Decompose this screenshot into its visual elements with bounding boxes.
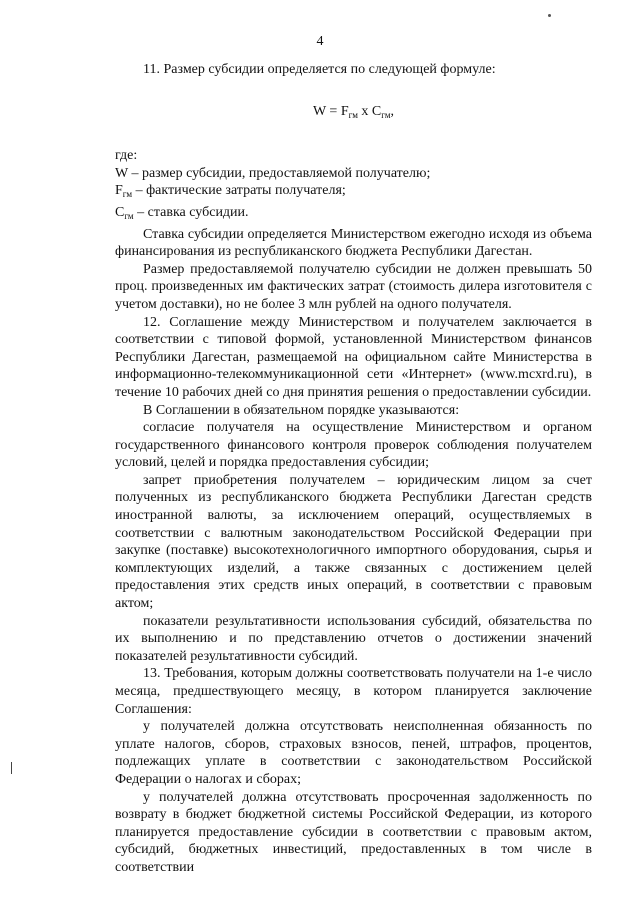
- definition-w: W – размер субсидии, предоставляемой получателю;: [115, 165, 431, 181]
- definition-c-symbol: C: [115, 204, 125, 220]
- agreement-item-consent: согласие получателя на осуществление Министерством и органом государственного финансового контроля проверок соблюдения получателем условий, целей и порядка предоставления субсидии;: [115, 420, 592, 471]
- definition-c-subscript: гм: [124, 210, 134, 221]
- scan-mark-top-right: [548, 14, 551, 17]
- formula-w: W = F: [312, 103, 349, 119]
- agreement-item-indicators: показатели результативности использования субсидий, обязательства по их выполнению и по представлению отчетов о достижении значений показателей результативности субсидий.: [115, 613, 592, 664]
- where-label: где:: [115, 148, 138, 164]
- page-number: 4: [316, 34, 324, 49]
- subsidy-formula: [115, 103, 592, 125]
- requirement-no-tax-debt: у получателей должна отсутствовать неисполненная обязанность по уплате налогов, сборов, страховых взносов, пеней, штрафов, процентов, подлежащих уплате в соответствии с законодательством Российской Федерации о налогах и сборах;: [115, 719, 592, 787]
- definition-f-symbol: F: [115, 183, 123, 199]
- definition-f-text: – фактические затраты получателя;: [132, 183, 346, 199]
- definition-c-text: – ставка субсидии.: [133, 204, 249, 220]
- clause-12: 12. Соглашение между Министерством и получателем заключается в соответствии с типовой формой, установленной Министерством финансов Республики Дагестан, размещаемой на официальном сайте Министерства в информационно-телекоммуникационной сети «Интернет» (www.mcxrd.ru), в течение 10 рабочих дней со дня принятия решения о предоставлении субсидии.: [115, 314, 592, 400]
- agreement-item-currency-ban: запрет приобретения получателем – юридическим лицом за счет полученных из республиканского бюджета Республики Дагестан средств иностранной валюты, за исключением операций, осуществляемых в соответствии с валютным законодательством Российской Федерации при закупке (поставке) высокотехнологичного импортного оборудования, сырья и комплектующих изделий, а также связанных с достижением целей предоставления этих средств иных операций, в соответствии с правовым актом;: [115, 472, 592, 612]
- definition-c: [115, 204, 592, 226]
- formula-tail: ,: [390, 103, 395, 119]
- size-paragraph: Размер предоставляемой получателю субсидии не должен превышать 50 проц. произведенных им фактических затрат (стоимость дилера изготовителя с учетом доставки), но не более 3 млн рублей на одного получателя.: [115, 261, 592, 312]
- definition-f: [115, 182, 592, 204]
- requirement-no-overdue-debt: у получателей должна отсутствовать просроченная задолженность по возврату в бюджет бюджетной системы Российской Федерации, из которого планируется предоставление субсидии в соответствии с правовым актом, субсидий, бюджетных инвестиций, предоставленных в том числе в соответствии: [115, 789, 592, 875]
- formula-x: x C: [357, 103, 382, 119]
- formula-c-subscript: гм: [381, 109, 391, 120]
- clause-13: 13. Требования, которым должны соответствовать получатели на 1-е число месяца, предшествующего месяцу, в котором планируется заключение Соглашения:: [115, 666, 592, 717]
- document-body: [115, 61, 592, 877]
- clause-11-heading: 11. Размер субсидии определяется по следующей формуле:: [143, 62, 496, 77]
- rate-paragraph: Ставка субсидии определяется Министерством ежегодно исходя из объема финансирования из республиканского бюджета Республики Дагестан.: [115, 226, 592, 260]
- agreement-intro: В Соглашении в обязательном порядке указываются:: [143, 402, 460, 418]
- definition-f-subscript: гм: [122, 189, 133, 200]
- scan-mark-left-margin: [11, 762, 12, 774]
- formula-f-subscript: гм: [348, 109, 358, 120]
